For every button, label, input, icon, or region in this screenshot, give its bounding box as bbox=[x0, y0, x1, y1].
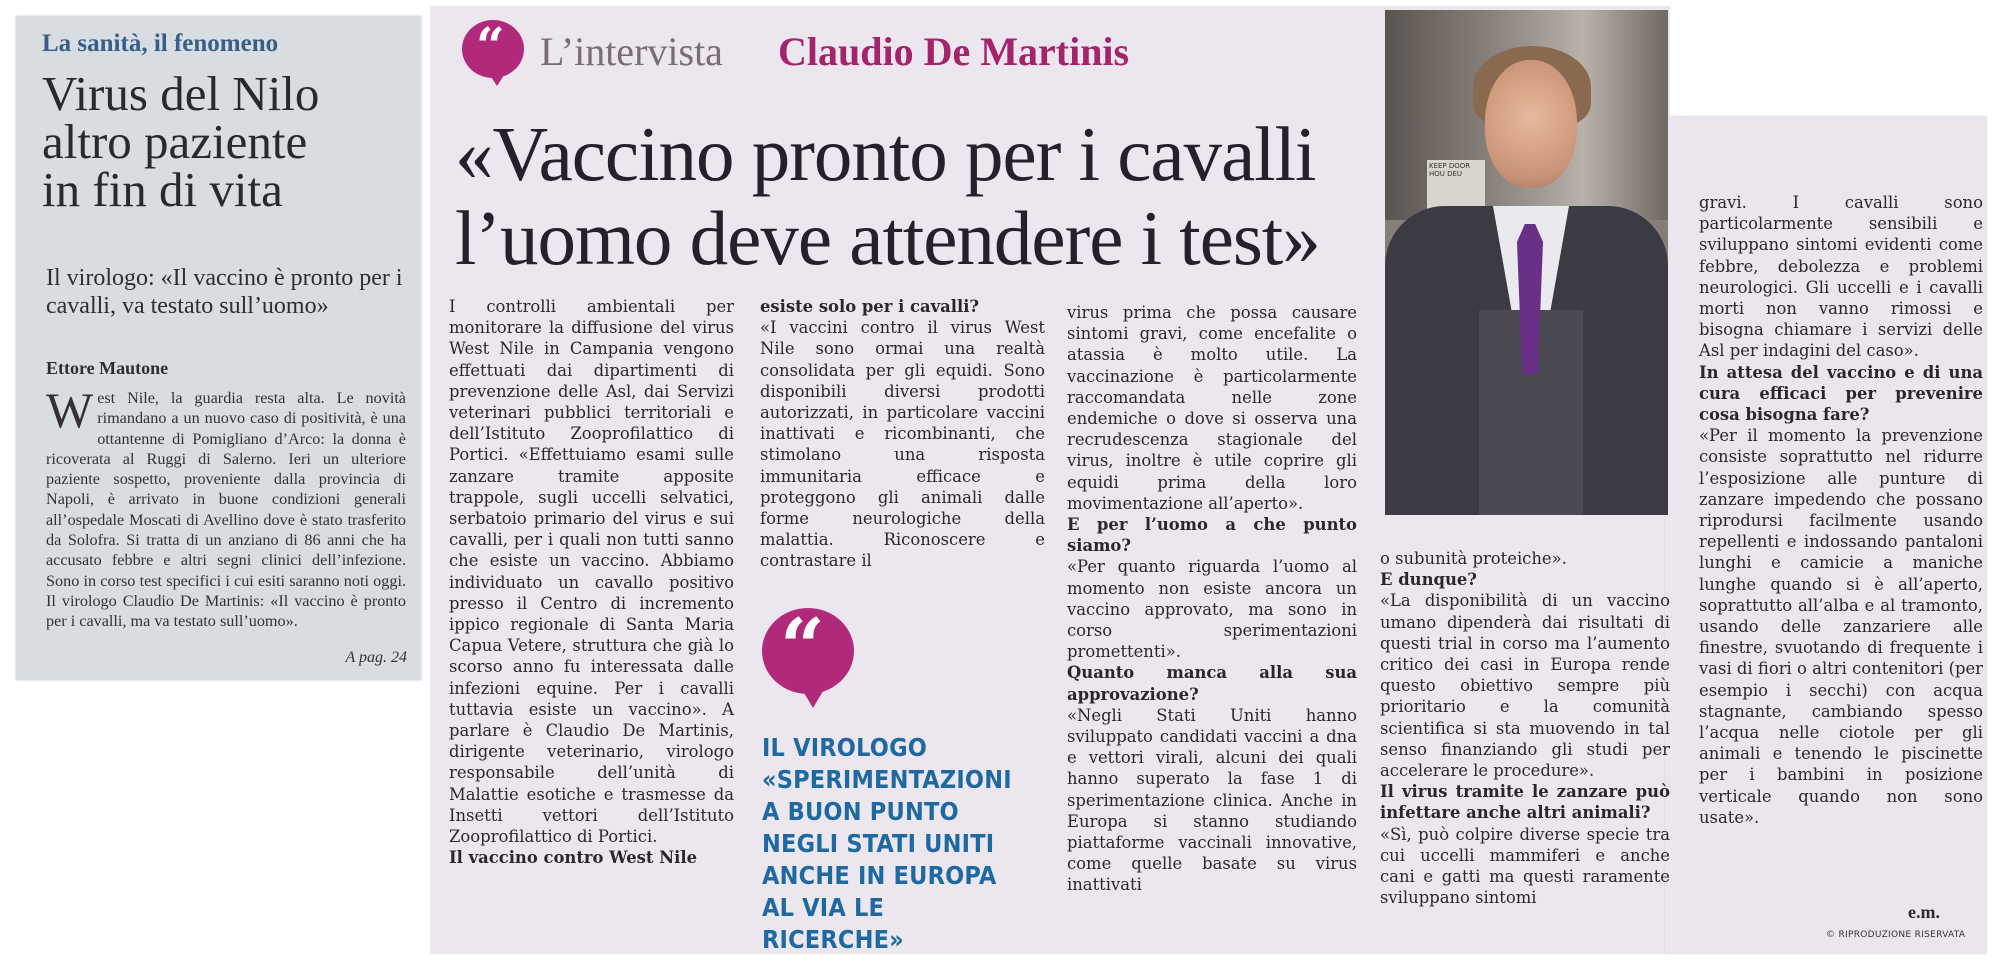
column-text: «Sì, può colpire diverse specie tra cui uccelli mammiferi e anche cani e gatti ma questi raramente sviluppano sintomi bbox=[1380, 824, 1670, 908]
column-text: o subunità proteiche». bbox=[1380, 549, 1567, 568]
section-label: L’intervista bbox=[540, 29, 723, 74]
interview-question: esiste solo per i cavalli? bbox=[760, 297, 980, 316]
column-text: gravi. I cavalli sono particolarmente sensibili e sviluppano sintomi evidenti come febbre, debolezza e problemi neurologici. Gli uccelli e i cavalli morti non vanno rimossi e bisogna chiamare i servizi delle Asl per indagini del caso». bbox=[1699, 193, 1983, 361]
article-kicker: La sanità, il fenomeno bbox=[42, 30, 279, 57]
article-body bbox=[46, 382, 406, 632]
column-text: I controlli ambientali per monitorare la diffusione del virus West Nile in Campania vengono effettuati dai dipartimenti di prevenzione delle Asl, dai Servizi veterinari pubblici territoriali e dell’Istituto Zooprofilattico di Portici. «Effettuiamo esami sulle zanzare tramite apposite trappole, sugli uccelli selvatici, serbatoio primario del virus e sui cavalli, per i quali non tutti sanno che esiste un vaccino. Abbiamo individuato un cavallo positivo presso il Centro di incremento ippico regionale di Santa Maria Capua Vetere, struttura che già lo scorso anno fu interessata dalle infezioni equine. Per i cavalli tuttavia esiste un vaccino». A parlare è Claudio De Martinis, dirigente veterinario, virologo responsabile dell’unità di Malattie esotiche e trasmesse da Insetti vettori dell’Istituto Zooprofilattico di Portici. bbox=[449, 297, 734, 847]
column-text: «I vaccini contro il virus West Nile sono ormai una realtà consolidata per gli equidi. Sono disponibili diversi prodotti autorizzati, in particolare vaccini inattivati e ricombinanti, che stimolano una risposta immunitaria efficace e proteggono gli animali dalle forme neurologiche della malattia. Riconoscere e contrastare il bbox=[760, 318, 1045, 571]
article-headline bbox=[42, 66, 402, 217]
interview-question: Il virus tramite le zanzare può infettare anche altri animali? bbox=[1380, 782, 1670, 823]
interview-question: In attesa del vaccino e di una cura efficaci per prevenire cosa bisogna fare? bbox=[1699, 362, 1983, 425]
interview-question: E dunque? bbox=[1380, 570, 1477, 590]
headline-line: Virus del Nilo bbox=[42, 66, 320, 121]
interviewee-name: Claudio De Martinis bbox=[778, 29, 1130, 74]
interview-question: E per l’uomo a che punto siamo? bbox=[1067, 515, 1357, 556]
copyright-notice: © RIPRODUZIONE RISERVATA bbox=[1826, 930, 1966, 940]
quote-bubble-icon: “ bbox=[462, 20, 524, 90]
left-article bbox=[16, 16, 421, 680]
interview-column-2 bbox=[760, 296, 1045, 572]
headline-line: in fin di vita bbox=[42, 162, 283, 217]
quote-bubble-large-icon: “ bbox=[762, 608, 854, 712]
article-subhead: Il virologo: «Il vaccino è pronto per i cavalli, va testato sull’uomo» bbox=[46, 265, 403, 319]
column-text: «Negli Stati Uniti hanno sviluppato candidati vaccini a dna e vettori virali, alcuni dei quali hanno superato la fase 1 di sperimentazione clinica. Anche in Europa si stanno studiando piattaforme vaccinali innovative, come quelle basate su virus inattivati bbox=[1067, 705, 1357, 895]
interview-question: Il vaccino contro West Nile bbox=[449, 848, 698, 868]
headline-line: altro paziente bbox=[42, 114, 308, 169]
interview-column-3 bbox=[1067, 302, 1357, 896]
author-initials: e.m. bbox=[1908, 902, 1940, 922]
interview-column-4 bbox=[1380, 548, 1670, 908]
article-byline: Ettore Mautone bbox=[46, 358, 169, 378]
column-text: virus prima che possa causare sintomi gravi, come encefalite o atassia è molto utile. La vaccinazione è particolarmente raccomandata nelle zone endemiche o dove si osserva una recrudescenza stagionale del virus, inoltre è utile coprire gli equidi prima della loro movimentazione all’aperto». bbox=[1067, 303, 1357, 513]
headline-line: «Vaccino pronto per i cavalli bbox=[455, 111, 1316, 197]
interview-headline bbox=[455, 112, 1405, 280]
photo-face bbox=[1485, 60, 1577, 188]
photo-sign: KEEP DOOR HOU DEU bbox=[1427, 160, 1485, 216]
column-text: «Per il momento la prevenzione consiste soprattutto nel ridurre l’esposizione alle punture di zanzare impedendo che possano riprodursi facilmente usando repellenti e indossando pantaloni lunghi e camicie a maniche lunghe quando si è all’aperto, soprattutto all’alba e al tramonto, usando delle zanzariere alle finestre, svuotando di frequente i vasi di fiori o altri contenitori (per esempio i secchi) con acqua stagnante, cambiando spesso l’acqua nelle ciotole per gli animali e tenendo le piscinette per i bambini in posizione verticale quando non sono usate». bbox=[1699, 426, 1983, 827]
article-body-text: est Nile, la guardia resta alta. Le novità rimandano a un nuovo caso di positività, è una ottantenne di Pomigliano d’Arco: la donna è ricoverata al Ruggi di Salerno. Ieri un ulteriore paziente sospetto, proveniente dalla provincia di Napoli, è arrivato in buone condizioni generali all’ospedale Moscati di Avellino dove è stato trasferito da Solofra. Si tratta di un anziano di 86 anni che ha accusato febbre e altri segni clinici dell’infezione. Sono in corso test specifici i cui esiti saranno noti oggi. Il virologo Claudio De Martinis: «Il vaccino è pronto per i cavalli, ma va testato sull’uomo». bbox=[46, 389, 406, 631]
column-text: «La disponibilità di un vaccino umano dipenderà dai risultati di questi trial in corso ma l’aumento critico dei casi in Europa rende questo obiettivo sempre più prioritario e la comunità scientifica si sta muovendo in tal senso finanziando gli studi per accelerare le procedure». bbox=[1380, 591, 1670, 781]
interview-column-5 bbox=[1699, 192, 1983, 828]
interview-question: Quanto manca alla sua approvazione? bbox=[1067, 663, 1357, 704]
interviewee-photo bbox=[1385, 10, 1668, 515]
interview-column-1 bbox=[449, 296, 734, 868]
column-text: «Per quanto riguarda l’uomo al momento non esiste ancora un vaccino approvato, ma sono in corso sperimentazioni promettenti». bbox=[1067, 557, 1357, 662]
headline-line: l’uomo deve attendere i test» bbox=[455, 195, 1320, 281]
drop-cap: W bbox=[46, 382, 94, 438]
pull-quote: IL VIROLOGO «SPERIMENTAZIONI A BUON PUNTO NEGLI STATI UNITI ANCHE IN EUROPA AL VIA LE RICERCHE» bbox=[762, 733, 1012, 954]
page-reference: A pag. 24 bbox=[345, 649, 407, 666]
